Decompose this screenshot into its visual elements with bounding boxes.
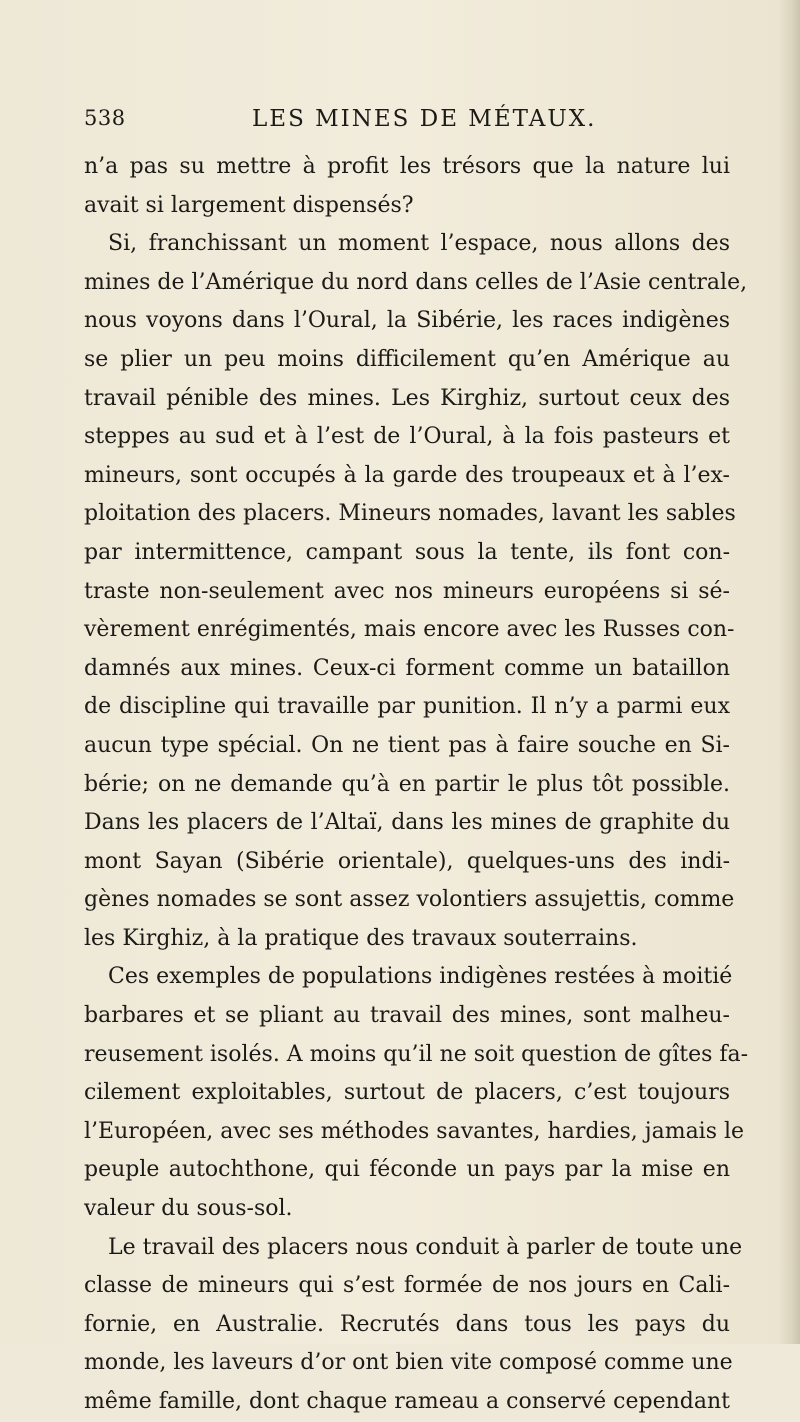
text-line: mont Sayan (Sibérie orientale), quelques-uns des indi- bbox=[84, 848, 730, 874]
text-line: nous voyons dans l’Oural, la Sibérie, les races indigènes bbox=[84, 308, 730, 334]
text-line: ploitation des placers. Mineurs nomades, lavant les sables bbox=[84, 501, 736, 527]
text-line: gènes nomades se sont assez volontiers assujettis, comme bbox=[84, 887, 735, 913]
text-line: reusement isolés. A moins qu’il ne soit question de gîtes fa- bbox=[84, 1041, 749, 1067]
text-line: se plier un peu moins difficilement qu’en Amérique au bbox=[84, 346, 730, 372]
text-line: monde, les laveurs d’or ont bien vite composé comme une bbox=[84, 1350, 733, 1376]
text-line: même famille, dont chaque rameau a conservé cependant bbox=[84, 1389, 730, 1414]
page-number: 538 bbox=[84, 106, 126, 130]
text-line: aucun type spécial. On ne tient pas à faire souche en Si- bbox=[84, 732, 730, 758]
text-line: vèrement enrégimentés, mais encore avec les Russes con- bbox=[84, 617, 735, 643]
text-line: barbares et se pliant au travail des mines, sont malheu- bbox=[84, 1003, 730, 1029]
text-line: par intermittence, campant sous la tente, ils font con- bbox=[84, 539, 730, 565]
text-line: l’Européen, avec ses méthodes savantes, hardies, jamais le bbox=[84, 1118, 745, 1144]
page-edge-shadow bbox=[778, 0, 800, 1344]
text-line: peuple autochthone, qui féconde un pays par la mise en bbox=[84, 1157, 730, 1183]
text-line: cilement exploitables, surtout de placers, c’est toujours bbox=[84, 1080, 730, 1106]
page-header bbox=[84, 106, 724, 140]
text-line: steppes au sud et à l’est de l’Oural, à la fois pasteurs et bbox=[84, 424, 730, 450]
text-line: travail pénible des mines. Les Kirghiz, surtout ceux des bbox=[84, 385, 730, 411]
text-line: les Kirghiz, à la pratique des travaux souterrains. bbox=[84, 925, 638, 951]
running-title: LES MINES DE MÉTAUX. bbox=[252, 106, 597, 132]
text-line: Dans les placers de l’Altaï, dans les mines de graphite du bbox=[84, 810, 730, 836]
text-line: classe de mineurs qui s’est formée de nos jours en Cali- bbox=[84, 1273, 730, 1299]
text-line: de discipline qui travaille par punition. Il n’y a parmi eux bbox=[84, 694, 730, 720]
text-line: damnés aux mines. Ceux-ci forment comme un bataillon bbox=[84, 655, 730, 681]
text-line: bérie; on ne demande qu’à en partir le plus tôt possible. bbox=[84, 771, 730, 797]
text-line: Le travail des placers nous conduit à parler de toute une bbox=[108, 1234, 743, 1260]
text-line: Ces exemples de populations indigènes restées à moitié bbox=[108, 964, 733, 990]
text-line: Si, franchissant un moment l’espace, nous allons des bbox=[108, 231, 730, 257]
text-line: n’a pas su mettre à profit les trésors que la nature lui bbox=[84, 154, 730, 179]
text-line: mines de l’Amérique du nord dans celles de l’Asie centrale, bbox=[84, 269, 748, 295]
text-line: traste non-seulement avec nos mineurs européens si sé- bbox=[84, 578, 730, 604]
body-text bbox=[84, 148, 749, 1422]
text-line: mineurs, sont occupés à la garde des troupeaux et à l’ex- bbox=[84, 462, 730, 488]
text-line: avait si largement dispensés? bbox=[84, 192, 414, 218]
text-line: fornie, en Australie. Recrutés dans tous les pays du bbox=[84, 1311, 730, 1337]
text-line: valeur du sous-sol. bbox=[84, 1196, 293, 1222]
